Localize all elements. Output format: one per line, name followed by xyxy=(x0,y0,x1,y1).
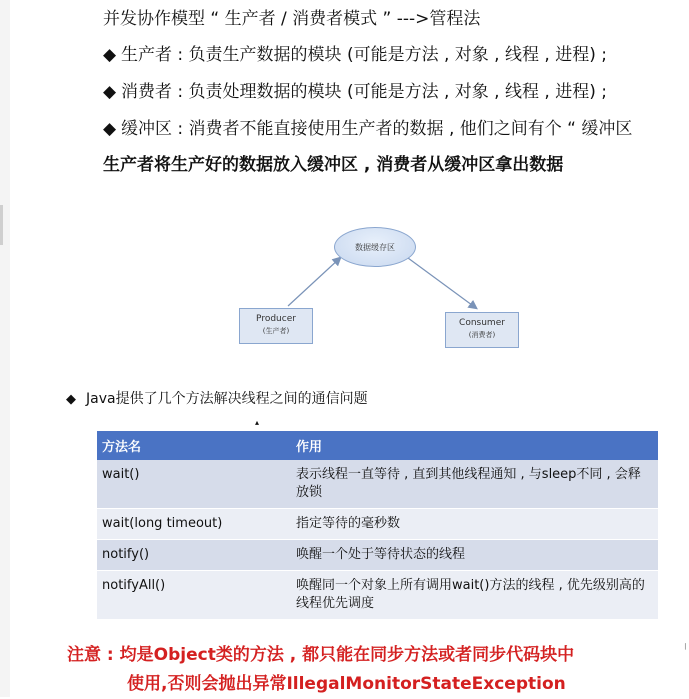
method-cell: notifyAll() xyxy=(97,571,291,620)
text-cursor-mark: ╷ xyxy=(682,637,689,650)
producer-consumer-diagram xyxy=(236,222,536,352)
header-purpose: 作用 xyxy=(291,431,658,460)
diamond-bullet-icon: ◆ xyxy=(103,82,117,102)
table-row xyxy=(97,509,658,540)
arrow-buffer-to-consumer xyxy=(408,258,476,308)
diamond-bullet-icon: ◆ xyxy=(103,45,117,65)
diamond-bullet-icon: ◆ xyxy=(66,392,76,407)
bullet-consumer: ◆ 消费者 : 负责处理数据的模块 (可能是方法 , 对象 , 线程 , 进程) ; xyxy=(103,82,607,102)
note-line-1: 注意 : 均是Object类的方法 , 都只能在同步方法或者同步代码块中 xyxy=(67,645,575,665)
purpose-cell: 表示线程一直等待 , 直到其他线程通知 , 与sleep不同 , 会释放锁 xyxy=(291,460,658,509)
method-cell: notify() xyxy=(97,540,291,571)
table-header-row xyxy=(97,431,658,460)
table-row xyxy=(97,540,658,571)
purpose-cell: 唤醒同一个对象上所有调用wait()方法的线程 , 优先级别高的线程优先调度 xyxy=(291,571,658,620)
cursor-mark: ▴ xyxy=(255,418,260,427)
purpose-cell: 指定等待的毫秒数 xyxy=(291,509,658,540)
method-cell: wait(long timeout) xyxy=(97,509,291,540)
purpose-cell: 唤醒一个处于等待状态的线程 xyxy=(291,540,658,571)
left-edge-strip xyxy=(0,0,10,697)
buffer-node: 数据缓存区 xyxy=(334,227,416,267)
consumer-node: Consumer (消费者) xyxy=(445,312,519,348)
note-line-2: 使用,否则会抛出异常IllegalMonitorStateException xyxy=(127,674,566,694)
diamond-bullet-icon: ◆ xyxy=(103,119,117,139)
bullet-buffer: ◆ 缓冲区 : 消费者不能直接使用生产者的数据 , 他们之间有个 “ 缓冲区 xyxy=(103,119,633,139)
producer-node: Producer (生产者) xyxy=(239,308,313,344)
page-title: 并发协作模型 “ 生产者 / 消费者模式 ” --->管程法 xyxy=(103,9,481,29)
method-cell: wait() xyxy=(97,460,291,509)
arrow-producer-to-buffer xyxy=(288,258,340,306)
table-row xyxy=(97,571,658,620)
edge-mark xyxy=(0,205,3,245)
methods-table xyxy=(97,431,658,620)
java-intro: ◆ Java提供了几个方法解决线程之间的通信问题 xyxy=(66,391,368,407)
header-method-name: 方法名 xyxy=(97,431,291,460)
summary-line: 生产者将生产好的数据放入缓冲区 , 消费者从缓冲区拿出数据 xyxy=(103,155,564,175)
bullet-producer: ◆ 生产者 : 负责生产数据的模块 (可能是方法 , 对象 , 线程 , 进程) ; xyxy=(103,45,607,65)
table-row xyxy=(97,460,658,509)
